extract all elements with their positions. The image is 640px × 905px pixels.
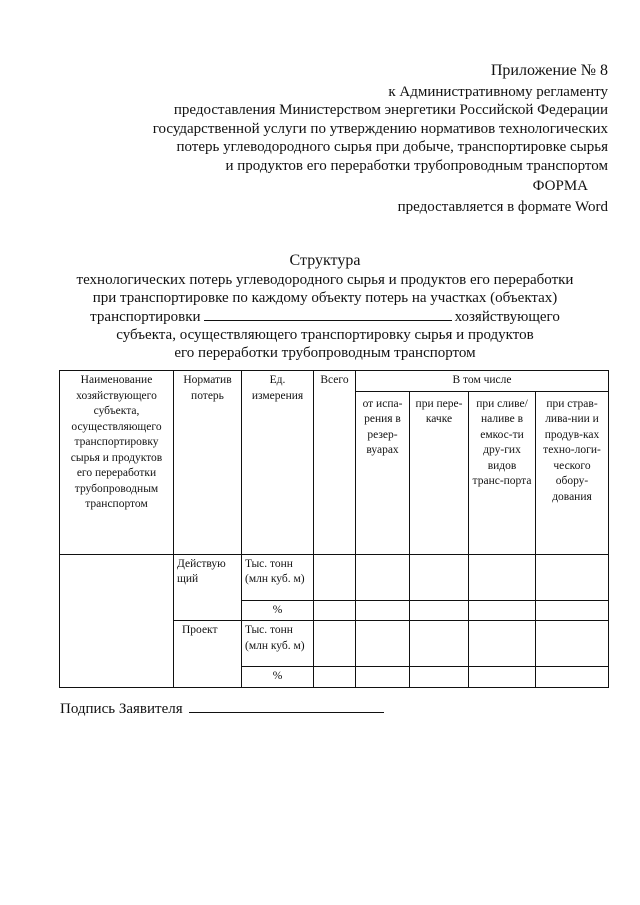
form-label: ФОРМА bbox=[532, 178, 588, 194]
unit-volume-project: Тыс. тонн (млн куб. м) bbox=[242, 621, 314, 667]
cell-total[interactable] bbox=[314, 621, 356, 667]
signature-block bbox=[60, 698, 384, 718]
row-label-active: Действую щий bbox=[174, 554, 242, 621]
cell-value[interactable] bbox=[356, 600, 410, 621]
row-label-project: Проект bbox=[174, 621, 242, 688]
signature-line[interactable] bbox=[189, 698, 384, 713]
document-title bbox=[40, 252, 610, 362]
appendix-number: Приложение № 8 bbox=[490, 62, 608, 79]
cell-entity-name[interactable] bbox=[60, 554, 174, 687]
cell-value[interactable] bbox=[469, 600, 536, 621]
signature-label: Подпись Заявителя bbox=[60, 701, 183, 717]
header-venting: при страв-лива-нии и продув-ках техно-логи-ческого обору-дования bbox=[536, 391, 609, 554]
cell-value[interactable] bbox=[356, 621, 410, 667]
appendix-line-4: потерь углеводородного сырья при добыче, транспортировке сырья bbox=[176, 139, 608, 155]
cell-total[interactable] bbox=[314, 554, 356, 600]
transport-object-blank[interactable] bbox=[204, 308, 452, 321]
unit-percent-project: % bbox=[242, 667, 314, 688]
header-entity-name: Наименование хозяйствующего субъекта, осуществляющего транспортировку сырья и продуктов его переработки трубопроводным транспортом bbox=[60, 371, 174, 555]
header-including: В том числе bbox=[356, 371, 609, 392]
title-main: Структура bbox=[289, 252, 361, 269]
cell-total[interactable] bbox=[314, 667, 356, 688]
appendix-header bbox=[88, 62, 608, 216]
title-line-2: при транспортировке по каждому объекту потерь на участках (объектах) bbox=[92, 290, 558, 307]
cell-value[interactable] bbox=[410, 621, 469, 667]
format-note: предоставляется в формате Word bbox=[397, 198, 608, 215]
cell-total[interactable] bbox=[314, 600, 356, 621]
appendix-line-5: и продуктов его переработки трубопроводным транспортом bbox=[225, 157, 608, 174]
title-line-1: технологических потерь углеводородного сырья и продуктов его переработки bbox=[76, 272, 574, 289]
title-line-5: его переработки трубопроводным транспортом bbox=[174, 345, 476, 362]
cell-value[interactable] bbox=[536, 554, 609, 600]
appendix-line-1: к Административному регламенту bbox=[388, 83, 608, 100]
unit-volume-active: Тыс. тонн (млн куб. м) bbox=[242, 554, 314, 600]
header-unit: Ед. измерения bbox=[242, 371, 314, 555]
cell-value[interactable] bbox=[469, 554, 536, 600]
header-norm: Норматив потерь bbox=[174, 371, 242, 555]
cell-value[interactable] bbox=[536, 621, 609, 667]
cell-value[interactable] bbox=[410, 600, 469, 621]
title-line-4: субъекта, осуществляющего транспортировку сырья и продуктов bbox=[116, 326, 534, 343]
cell-value[interactable] bbox=[410, 554, 469, 600]
header-row-1 bbox=[60, 371, 609, 392]
losses-table bbox=[59, 370, 609, 688]
table-row-active-volume bbox=[60, 554, 609, 600]
cell-value[interactable] bbox=[410, 667, 469, 688]
title-line-3-end: хозяйствующего bbox=[454, 308, 560, 325]
unit-percent-active: % bbox=[242, 600, 314, 621]
cell-value[interactable] bbox=[469, 621, 536, 667]
cell-value[interactable] bbox=[536, 667, 609, 688]
header-loading: при сливе/ наливе в емкос-ти дру-гих видов транс-порта bbox=[469, 391, 536, 554]
appendix-line-2: предоставления Министерством энергетики Российской Федерации bbox=[173, 102, 608, 118]
header-pumping: при пере-качке bbox=[410, 391, 469, 554]
header-total: Всего bbox=[314, 371, 356, 555]
cell-value[interactable] bbox=[356, 554, 410, 600]
title-line-3-start: транспортировки bbox=[90, 308, 201, 325]
cell-value[interactable] bbox=[536, 600, 609, 621]
cell-value[interactable] bbox=[356, 667, 410, 688]
appendix-line-3: государственной услуги по утверждению нормативов технологических bbox=[152, 120, 608, 137]
cell-value[interactable] bbox=[469, 667, 536, 688]
header-evaporation: от испа-рения в резер-вуарах bbox=[356, 391, 410, 554]
title-line-3 bbox=[40, 308, 610, 326]
